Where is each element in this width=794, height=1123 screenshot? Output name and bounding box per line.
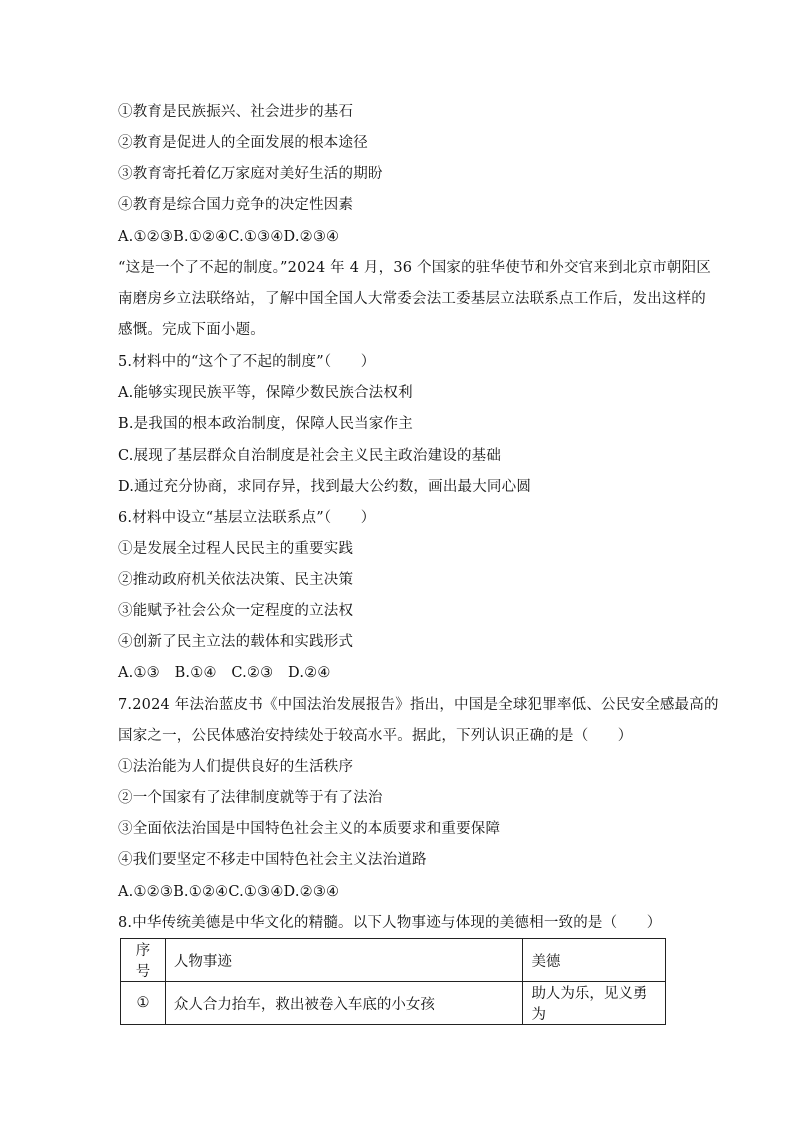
option-line: ②推动政府机关依法决策、民主决策 [118, 572, 354, 588]
question-stem: 7.2024 年法治蓝皮书《中国法治发展报告》指出，中国是全球犯罪率低、公民安全感最高的 [118, 697, 719, 713]
table-header-cell: 人物事迹 [165, 939, 523, 982]
option-line: D.通过充分协商，求同存异，找到最大公约数，画出最大同心圆 [118, 479, 532, 495]
option-line: ②一个国家有了法律制度就等于有了法治 [118, 790, 383, 806]
option-line: ④教育是综合国力竞争的决定性因素 [118, 197, 354, 213]
option-line: ②教育是促进人的全面发展的根本途径 [118, 135, 368, 151]
option-line: ①教育是民族振兴、社会进步的基石 [118, 104, 354, 120]
option-line: B.是我国的根本政治制度，保障人民当家作主 [118, 416, 413, 432]
question-stem: 5.材料中的“这个了不起的制度”（ ） [118, 354, 376, 370]
question-stem: 8.中华传统美德是中华文化的精髓。以下人物事迹与体现的美德相一致的是（ ） [118, 915, 662, 931]
table-cell: 众人合力抬车，救出被卷入车底的小女孩 [165, 982, 523, 1025]
option-line: C.展现了基层群众自治制度是社会主义民主政治建设的基础 [118, 448, 502, 464]
option-line: ④创新了民主立法的载体和实践形式 [118, 634, 354, 650]
question-stem: 国家之一，公民体感治安持续处于较高水平。据此，下列认识正确的是（ ） [118, 728, 633, 744]
option-line: A.能够实现民族平等，保障少数民族合法权利 [118, 385, 413, 401]
table-header-row [121, 939, 666, 982]
option-line: ③全面依法治国是中国特色社会主义的本质要求和重要保障 [118, 821, 501, 837]
answer-choices: A.①③ B.①④ C.②③ D.②④ [118, 665, 331, 681]
option-line: ①法治能为人们提供良好的生活秩序 [118, 759, 354, 775]
answer-choices: A.①②③B.①②④C.①③④D.②③④ [118, 884, 340, 900]
table-row [121, 982, 666, 1025]
question-stem: 6.材料中设立“基层立法联系点”（ ） [118, 510, 376, 526]
table-header-cell: 美德 [523, 939, 666, 982]
table-cell: ① [121, 982, 166, 1025]
table-header-cell: 序号 [121, 939, 166, 982]
option-line: ①是发展全过程人民民主的重要实践 [118, 541, 354, 557]
material-text: 南磨房乡立法联络站，了解中国全国人大常委会法工委基层立法联系点工作后，发出这样的 [118, 291, 706, 307]
material-text: 感慨。完成下面小题。 [118, 322, 265, 338]
option-line: ④我们要坚定不移走中国特色社会主义法治道路 [118, 852, 427, 868]
option-line: ③教育寄托着亿万家庭对美好生活的期盼 [118, 166, 383, 182]
answer-choices: A.①②③B.①②④C.①③④D.②③④ [118, 229, 340, 245]
deeds-virtues-table [120, 938, 666, 1025]
option-line: ③能赋予社会公众一定程度的立法权 [118, 603, 354, 619]
material-text: “这是一个了不起的制度。”2024 年 4 月，36 个国家的驻华使节和外交官来到北京市朝阳区 [118, 260, 711, 276]
table-cell: 助人为乐，见义勇为 [523, 982, 666, 1025]
